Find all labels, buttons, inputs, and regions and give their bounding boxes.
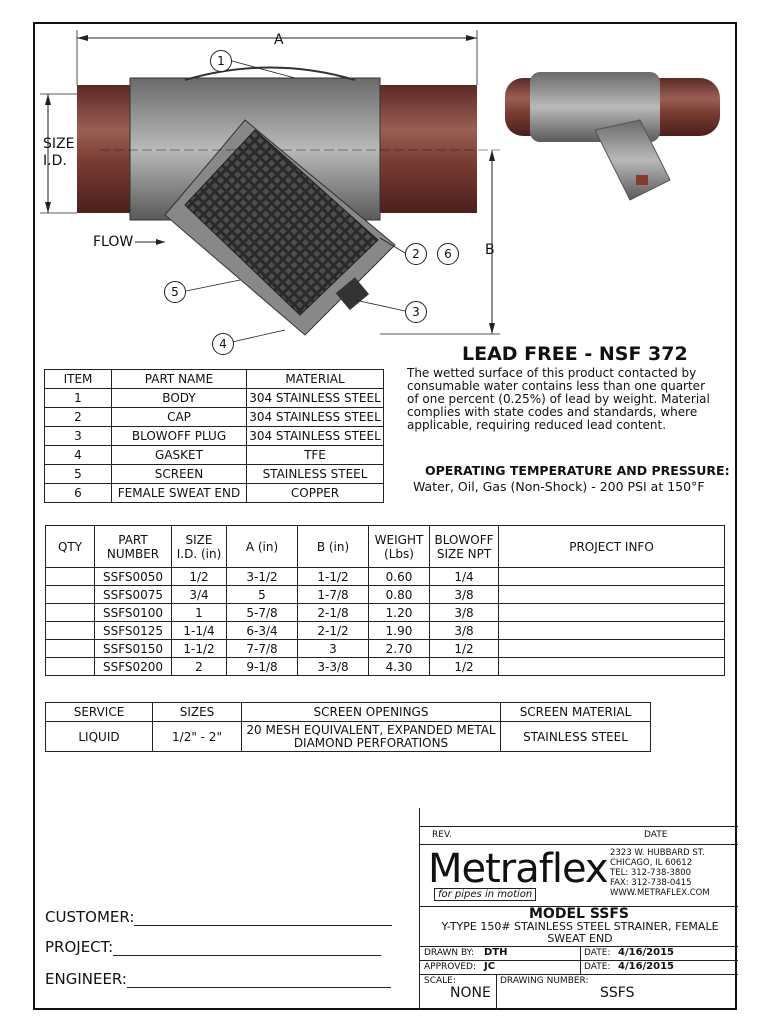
header-b: B (in) (298, 526, 369, 568)
lead-free-text: The wetted surface of this product contacted by consumable water contains less than one quarter of one percent (0.25%) of lead by weight. Material complies with state codes and standards, where applicable, requiring reduced lead content. (407, 366, 710, 432)
cell: 9-1/8 (227, 658, 298, 676)
scale-label: SCALE: (424, 976, 456, 986)
cell: SSFS0200 (95, 658, 172, 676)
balloon-6: 6 (437, 243, 459, 265)
address-line: WWW.METRAFLEX.COM (610, 888, 710, 898)
cell: 3/4 (172, 586, 227, 604)
id-label: I.D. (43, 153, 67, 169)
dim-a-label: A (274, 32, 284, 48)
cell: SSFS0100 (95, 604, 172, 622)
cell: 3 (298, 640, 369, 658)
header-screen-material: SCREEN MATERIAL (501, 703, 651, 722)
cell: 4.30 (369, 658, 430, 676)
project-line (45, 938, 381, 956)
cell: 1.20 (369, 604, 430, 622)
cell: 20 MESH EQUIVALENT, EXPANDED METAL DIAMOND PERFORATIONS (242, 722, 501, 752)
address-line: 2323 W. HUBBARD ST. (610, 848, 705, 858)
cell: 5 (45, 465, 112, 484)
table-row (45, 446, 384, 465)
scale-value: NONE (450, 985, 491, 1001)
cell: 7-7/8 (227, 640, 298, 658)
header-part-name: PART NAME (112, 370, 247, 389)
table-row (45, 389, 384, 408)
header-qty: QTY (46, 526, 95, 568)
header-blowoff: BLOWOFF SIZE NPT (430, 526, 499, 568)
cell (46, 604, 95, 622)
cell: 3-1/2 (227, 568, 298, 586)
model-title: MODEL SSFS (529, 906, 629, 922)
cell: 5-7/8 (227, 604, 298, 622)
cell: 1 (45, 389, 112, 408)
cell: 3-3/8 (298, 658, 369, 676)
engineer-label: ENGINEER: (45, 970, 127, 988)
table-row (46, 604, 725, 622)
drawing-number: SSFS (600, 985, 635, 1001)
drawn-by-label: DRAWN BY: (424, 948, 474, 958)
cell: 1 (172, 604, 227, 622)
strainer-section-drawing (35, 24, 735, 364)
cell: GASKET (112, 446, 247, 465)
header-size-id: SIZE I.D. (in) (172, 526, 227, 568)
cell (499, 586, 725, 604)
project-label: PROJECT: (45, 938, 114, 956)
cell: STAINLESS STEEL (501, 722, 651, 752)
rev-label: REV. (432, 830, 452, 840)
size-label: SIZE (43, 136, 75, 152)
cell: 304 STAINLESS STEEL (247, 389, 384, 408)
cell: SSFS0125 (95, 622, 172, 640)
balloon-5: 5 (164, 281, 186, 303)
cell: 0.60 (369, 568, 430, 586)
cell (46, 586, 95, 604)
service-table (45, 702, 651, 752)
cell: LIQUID (46, 722, 153, 752)
parts-table (44, 369, 384, 503)
title-block (419, 808, 738, 1010)
cell: BLOWOFF PLUG (112, 427, 247, 446)
logo-tagline: for pipes in motion (434, 888, 536, 901)
table-row (46, 568, 725, 586)
cell: 6 (45, 484, 112, 503)
header-weight: WEIGHT (Lbs) (369, 526, 430, 568)
cell: 1/2" - 2" (153, 722, 242, 752)
address-line: CHICAGO, IL 60612 (610, 858, 693, 868)
table-row (46, 586, 725, 604)
drawn-date: 4/16/2015 (618, 947, 675, 958)
operating-title: OPERATING TEMPERATURE AND PRESSURE: (425, 463, 730, 478)
cell (46, 622, 95, 640)
cell: STAINLESS STEEL (247, 465, 384, 484)
spec-table (45, 525, 725, 676)
address-block (610, 848, 710, 898)
customer-label: CUSTOMER: (45, 908, 135, 926)
service-header-row (46, 703, 651, 722)
cell: 1-1/2 (172, 640, 227, 658)
flow-label: FLOW (93, 234, 134, 250)
cell: 2 (172, 658, 227, 676)
table-row (46, 658, 725, 676)
drawing-number-label: DRAWING NUMBER: (500, 976, 589, 986)
cell: 5 (227, 586, 298, 604)
cell: 1-1/2 (298, 568, 369, 586)
approved-date: 4/16/2015 (618, 961, 675, 972)
header-part-number: PART NUMBER (95, 526, 172, 568)
header-screen-openings: SCREEN OPENINGS (242, 703, 501, 722)
cell: TFE (247, 446, 384, 465)
cell: 1-1/4 (172, 622, 227, 640)
approved-label: APPROVED: (424, 962, 476, 972)
date-label: DATE (644, 830, 668, 840)
cell: 2.70 (369, 640, 430, 658)
table-row (46, 722, 651, 752)
cell: CAP (112, 408, 247, 427)
header-a: A (in) (227, 526, 298, 568)
cell (46, 640, 95, 658)
cell: 1/2 (172, 568, 227, 586)
cell: 3/8 (430, 586, 499, 604)
cell: 6-3/4 (227, 622, 298, 640)
cell: 1.90 (369, 622, 430, 640)
balloon-3: 3 (405, 301, 427, 323)
cell: 3 (45, 427, 112, 446)
approved-value: JC (484, 961, 496, 972)
cell: 0.80 (369, 586, 430, 604)
parts-header-row (45, 370, 384, 389)
cell: FEMALE SWEAT END (112, 484, 247, 503)
cell: 1/2 (430, 640, 499, 658)
model-description: Y-TYPE 150# STAINLESS STEEL STRAINER, FEMALE SWEAT END (441, 920, 719, 945)
header-project-info: PROJECT INFO (499, 526, 725, 568)
operating-text: Water, Oil, Gas (Non-Shock) - 200 PSI at 150°F (413, 479, 705, 494)
balloon-4: 4 (212, 333, 234, 355)
cell: 1-7/8 (298, 586, 369, 604)
cell (46, 568, 95, 586)
cell: 2 (45, 408, 112, 427)
cell: 3/8 (430, 622, 499, 640)
table-row (45, 427, 384, 446)
balloon-2: 2 (405, 243, 427, 265)
header-material: MATERIAL (247, 370, 384, 389)
dim-b-label: B (485, 242, 495, 258)
cell: 2-1/2 (298, 622, 369, 640)
drawn-by-value: DTH (484, 947, 508, 958)
cell: 1/2 (430, 658, 499, 676)
cell: 4 (45, 446, 112, 465)
header-item: ITEM (45, 370, 112, 389)
table-row (46, 622, 725, 640)
engineer-line (45, 970, 391, 988)
cell: SSFS0150 (95, 640, 172, 658)
header-sizes: SIZES (153, 703, 242, 722)
metraflex-logo: Metraflex (428, 846, 608, 892)
cell: SCREEN (112, 465, 247, 484)
cell (499, 568, 725, 586)
spec-header-row (46, 526, 725, 568)
cell: 304 STAINLESS STEEL (247, 408, 384, 427)
header-service: SERVICE (46, 703, 153, 722)
balloon-1: 1 (210, 50, 232, 72)
cell (499, 640, 725, 658)
approved-date-label: DATE: (584, 962, 611, 972)
customer-line (45, 908, 392, 926)
cell: SSFS0075 (95, 586, 172, 604)
cell: COPPER (247, 484, 384, 503)
cell: BODY (112, 389, 247, 408)
cell: 1/4 (430, 568, 499, 586)
address-line: TEL: 312-738-3800 (610, 868, 692, 878)
table-row (45, 484, 384, 503)
cell: SSFS0050 (95, 568, 172, 586)
table-row (46, 640, 725, 658)
lead-free-title: LEAD FREE - NSF 372 (462, 343, 688, 365)
cell (499, 604, 725, 622)
cell: 3/8 (430, 604, 499, 622)
cell (499, 622, 725, 640)
cell: 304 STAINLESS STEEL (247, 427, 384, 446)
table-row (45, 465, 384, 484)
cell (499, 658, 725, 676)
table-row (45, 408, 384, 427)
cell (46, 658, 95, 676)
drawn-date-label: DATE: (584, 948, 611, 958)
cell: 2-1/8 (298, 604, 369, 622)
address-line: FAX: 312-738-0415 (610, 878, 692, 888)
